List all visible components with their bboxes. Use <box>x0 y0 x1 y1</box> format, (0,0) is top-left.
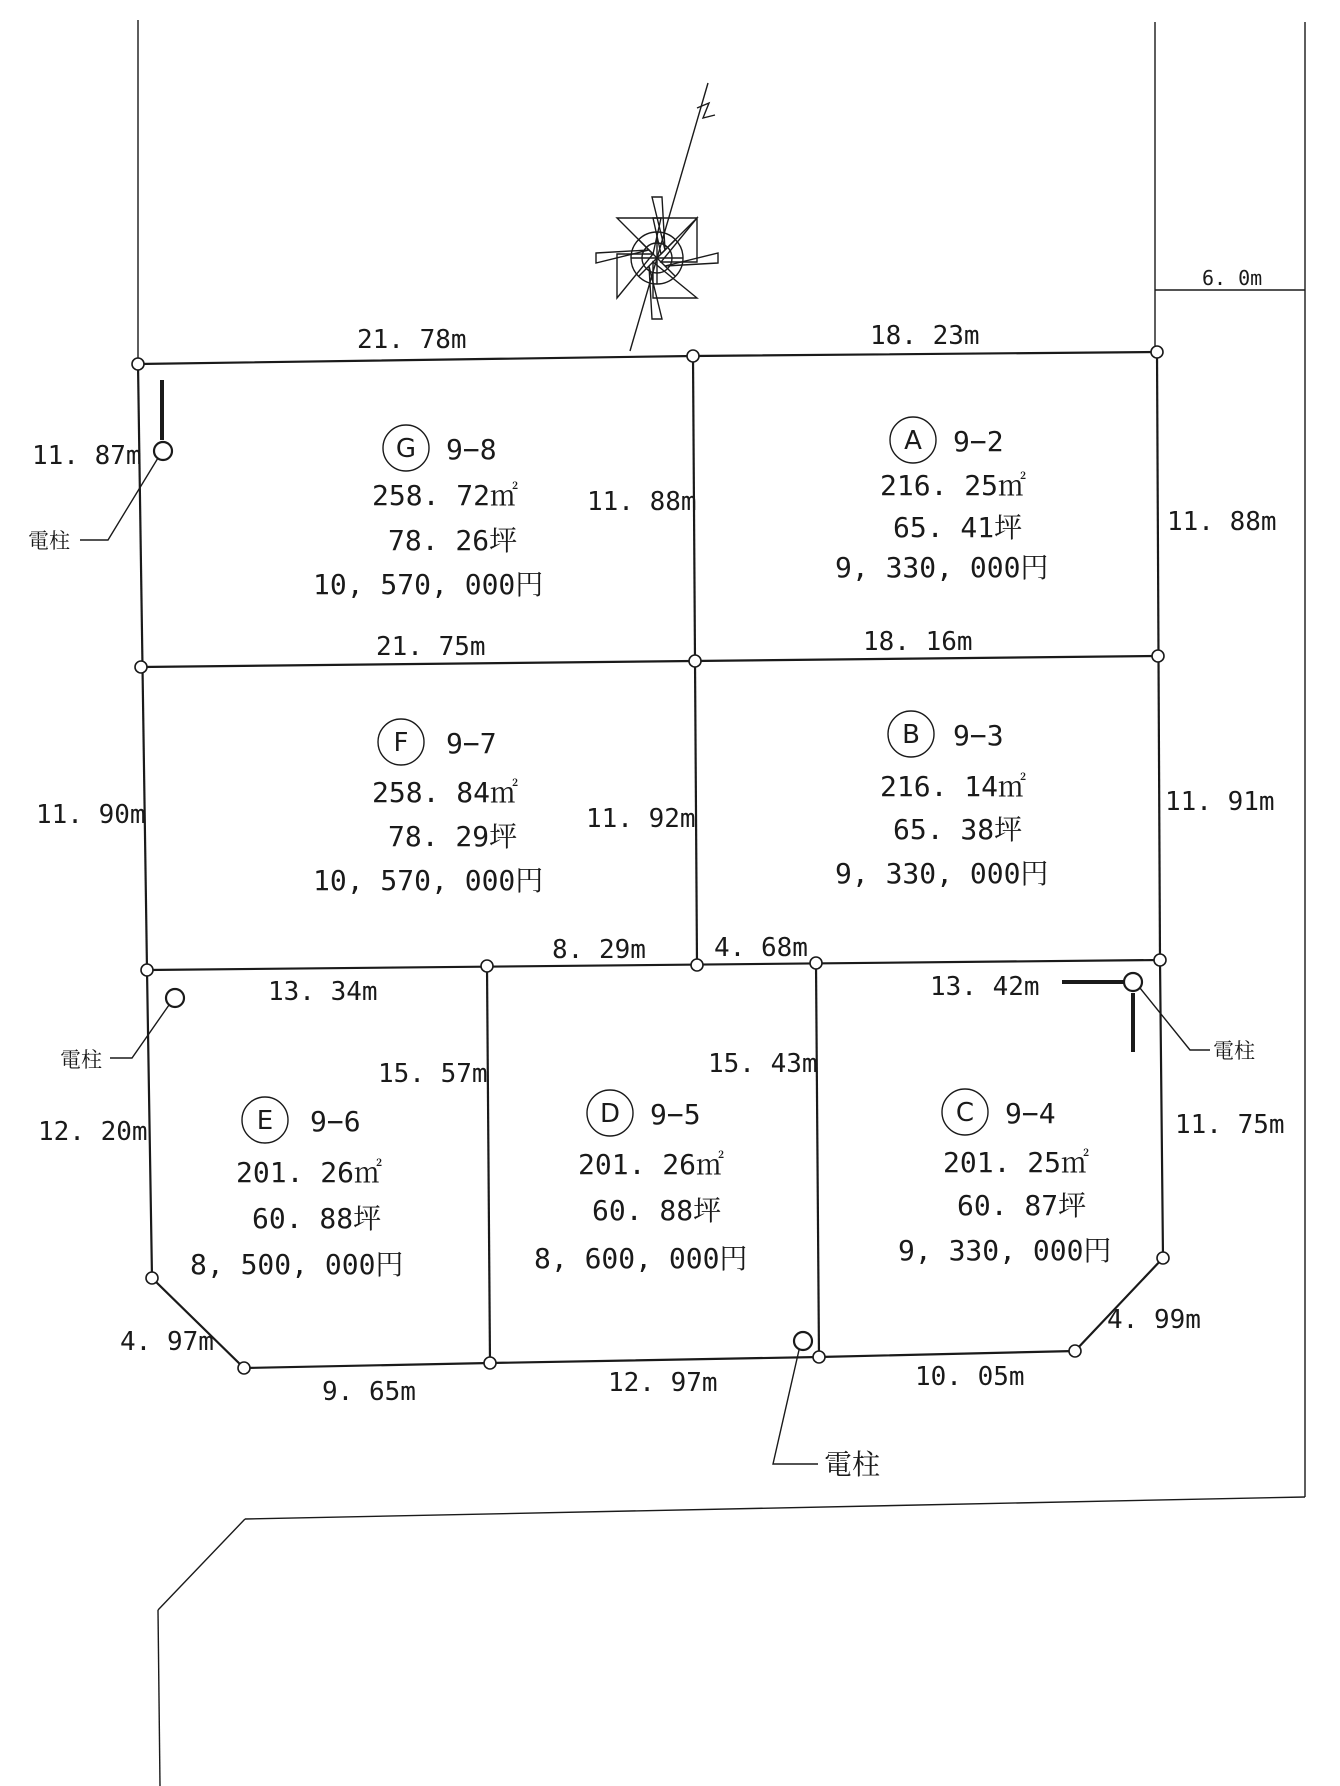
dimension-label: 11. 75m <box>1175 1110 1285 1140</box>
dimension-label: 8. 29m <box>552 935 646 965</box>
dimension-label: 11. 88m <box>1167 507 1277 537</box>
lot-b-label <box>835 711 1048 890</box>
dimension-label: 11. 92m <box>586 804 696 834</box>
lot-tsubo: 60. 88坪 <box>592 1194 722 1227</box>
dimension-label: 11. 91m <box>1165 787 1275 817</box>
lot-price: 8, 600, 000円 <box>534 1242 748 1275</box>
dimension-label: 18. 16m <box>863 627 973 657</box>
dimension-label: 4. 99m <box>1107 1305 1201 1335</box>
lot-f-label <box>313 719 543 897</box>
lot-letter: B <box>902 720 920 750</box>
lot-d-label <box>534 1090 747 1275</box>
dimension-label: 11. 88m <box>587 487 697 517</box>
surrounding-boundaries <box>138 20 1305 1786</box>
lot-letter: A <box>904 426 922 456</box>
utility-pole-label: 電柱 <box>824 1448 881 1481</box>
lot-letter: C <box>955 1098 975 1128</box>
lot-area: 216. 25㎡ <box>880 469 1027 502</box>
dimension-label: 12. 20m <box>38 1117 148 1147</box>
dimension-label: 21. 78m <box>357 325 467 355</box>
lot-letter: F <box>393 728 409 758</box>
dimension-label: 15. 43m <box>708 1049 818 1079</box>
dimension-label: 13. 34m <box>268 977 378 1007</box>
lot-price: 8, 500, 000円 <box>190 1248 404 1281</box>
lot-c-label <box>898 1089 1111 1267</box>
utility-pole-d <box>773 1332 880 1481</box>
lot-area: 201. 26㎡ <box>578 1148 725 1181</box>
dimension-label: 6. 0m <box>1202 266 1263 290</box>
dimension-label: 11. 87m <box>32 441 142 471</box>
lot-letter: G <box>395 434 417 464</box>
lot-price: 10, 570, 000円 <box>313 864 544 897</box>
lot-number: 9−3 <box>953 719 1004 752</box>
lot-area: 258. 72㎡ <box>372 479 519 512</box>
dimension-label: 18. 23m <box>870 321 980 351</box>
lot-area: 201. 25㎡ <box>943 1146 1090 1179</box>
lot-a-label <box>835 417 1048 584</box>
dimension-label: 12. 97m <box>608 1368 718 1398</box>
lot-number: 9−8 <box>446 433 497 466</box>
lot-tsubo: 78. 26坪 <box>388 524 518 557</box>
lot-price: 9, 330, 000円 <box>835 551 1049 584</box>
lot-number: 9−4 <box>1005 1097 1056 1130</box>
utility-pole-e <box>60 989 184 1072</box>
lot-area: 201. 26㎡ <box>236 1156 383 1189</box>
north-arrow-icon <box>596 83 718 351</box>
lot-number: 9−6 <box>310 1105 361 1138</box>
utility-pole-c <box>1062 973 1255 1063</box>
utility-pole-label: 電柱 <box>28 529 70 553</box>
lot-letter: D <box>599 1099 621 1129</box>
lot-number: 9−2 <box>953 425 1004 458</box>
utility-pole-label: 電柱 <box>1213 1039 1255 1063</box>
dimension-label: 4. 97m <box>120 1327 214 1357</box>
lot-e-label <box>190 1097 403 1281</box>
lot-tsubo: 60. 88坪 <box>252 1202 382 1235</box>
lot-area: 216. 14㎡ <box>880 770 1027 803</box>
lot-number: 9−7 <box>446 727 497 760</box>
lot-tsubo: 65. 41坪 <box>893 511 1023 544</box>
lot-area: 258. 84㎡ <box>372 776 519 809</box>
lot-tsubo: 65. 38坪 <box>893 813 1023 846</box>
dimension-label: 4. 68m <box>714 933 808 963</box>
dimension-label: 15. 57m <box>378 1059 488 1089</box>
lot-tsubo: 60. 87坪 <box>957 1189 1087 1222</box>
dimension-label: 10. 05m <box>915 1362 1025 1392</box>
lot-price: 10, 570, 000円 <box>313 568 544 601</box>
lot-tsubo: 78. 29坪 <box>388 820 518 853</box>
dimension-label: 11. 90m <box>36 800 146 830</box>
lot-price: 9, 330, 000円 <box>835 857 1049 890</box>
utility-pole-label: 電柱 <box>60 1048 102 1072</box>
dimension-label: 9. 65m <box>322 1377 416 1407</box>
lot-g-label <box>313 425 543 601</box>
lot-number: 9−5 <box>650 1098 701 1131</box>
dimension-label: 13. 42m <box>930 972 1040 1002</box>
lot-letter: E <box>256 1106 274 1136</box>
dimension-label: 21. 75m <box>376 632 486 662</box>
lot-price: 9, 330, 000円 <box>898 1234 1112 1267</box>
